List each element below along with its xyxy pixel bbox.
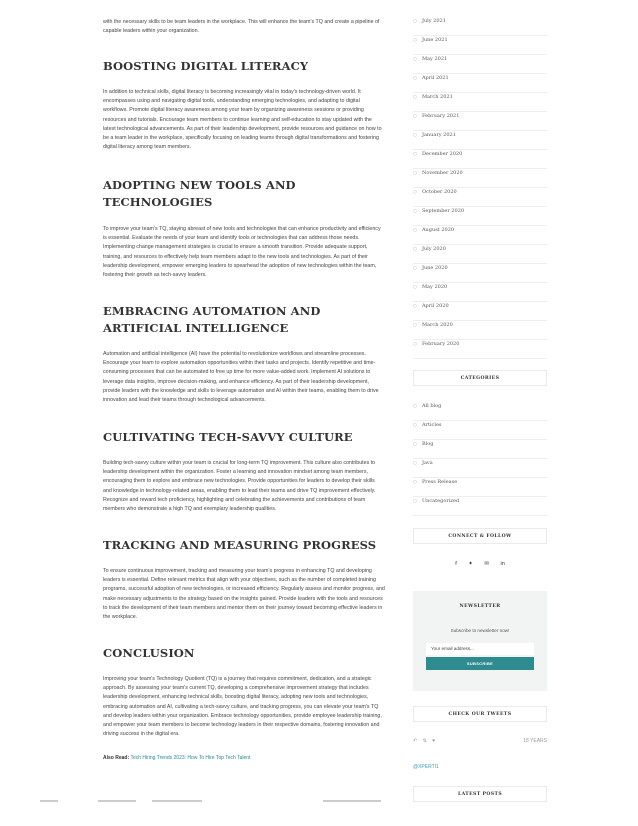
bullet-icon: ○ <box>413 323 417 328</box>
section-body-tracking-progress: To ensure continuous improvement, tracking and measuring your team's progress in enhancing TQ and developing leaders is essential. Define relevant metrics that align with your objectives, such as the number of completed training programs, successful adoption of new technologies, or increased efficiency. Regularly assess and monitor progress, and make necessary adjustments to the strategy based on the insights gained. Provide leaders with the tools and resources to track the development of their team members and mentor them on their journey toward becoming effective leaders in the workplace. <box>103 568 385 621</box>
newsletter-email-input[interactable]: Your email address... <box>426 643 534 655</box>
linkedin-icon[interactable]: in <box>500 561 505 567</box>
archive-link[interactable] <box>413 339 547 359</box>
archive-link-label: November 2020 <box>421 170 463 176</box>
email-icon[interactable]: ✉ <box>484 561 489 567</box>
read-also-link[interactable]: Tech Hiring Trends 2023: How To Hire Top Tech Talent <box>130 755 251 761</box>
subscribe-button[interactable]: SUBSCRIBE <box>426 657 534 670</box>
section-heading-tech-culture: CULTIVATING TECH-SAVVY CULTURE <box>103 430 353 444</box>
bullet-icon: ○ <box>413 404 417 409</box>
archive-link[interactable] <box>413 16 547 36</box>
archive-link-label: July 2020 <box>421 246 446 252</box>
archive-link[interactable] <box>413 111 547 131</box>
bullet-icon: ○ <box>413 114 417 119</box>
archive-link-label: October 2020 <box>421 189 457 195</box>
bullet-icon: ○ <box>413 57 417 62</box>
archive-link-label: June 2020 <box>421 265 448 271</box>
tweet-actions <box>413 738 547 744</box>
bullet-icon: ○ <box>413 190 417 195</box>
archive-link-label: July 2021 <box>421 18 446 24</box>
bullet-icon: ○ <box>413 228 417 233</box>
newsletter-title: NEWSLETTER <box>459 604 501 609</box>
bullet-icon: ○ <box>413 76 417 81</box>
bullet-icon: ○ <box>413 38 417 43</box>
heart-icon[interactable]: ♥ <box>432 738 436 744</box>
bullet-icon: ○ <box>413 171 417 176</box>
section-body-new-tools: To improve your team's TQ, staying abreast of new tools and technologies that can enhance productivity and efficiency is essential. Evaluate the needs of your team and identify tools or technologies that can address those needs. Implementing change management strategies is crucial to ensure a smooth transition. Provide adequate support, training, and resources to effectively help team members adapt to the new tools and technologies. As part of their leadership development, empower emerging leaders to spearhead the adoption of new technologies within the team, fostering their growth as tech-savvy leaders. <box>103 226 381 279</box>
section-heading-new-tools: ADOPTING NEW TOOLS AND TECHNOLOGIES <box>103 178 296 209</box>
bullet-icon: ○ <box>413 19 417 24</box>
bullet-icon: ○ <box>413 304 417 309</box>
latest-posts-widget-title: LATEST POSTS <box>413 786 547 802</box>
read-also <box>103 755 385 761</box>
footer-divider-bits <box>40 800 400 806</box>
archive-link[interactable] <box>413 263 547 283</box>
archive-link-label: March 2021 <box>421 94 453 100</box>
archive-link[interactable] <box>413 35 547 55</box>
archive-link[interactable] <box>413 130 547 150</box>
archive-link-label: April 2020 <box>421 303 449 309</box>
archive-link[interactable] <box>413 320 547 340</box>
category-link-label: Uncategorized <box>421 498 460 504</box>
bullet-icon: ○ <box>413 152 417 157</box>
archive-link[interactable] <box>413 54 547 74</box>
bullet-icon: ○ <box>413 461 417 466</box>
category-link[interactable] <box>413 458 547 478</box>
archive-link[interactable] <box>413 225 547 245</box>
category-link-label: Press Release <box>421 479 458 485</box>
category-link-label: Blog <box>421 441 434 447</box>
archive-link[interactable] <box>413 92 547 112</box>
archive-link-label: May 2021 <box>421 56 448 62</box>
archive-link[interactable] <box>413 73 547 93</box>
read-also-label: Also Read: <box>103 755 130 761</box>
bullet-icon: ○ <box>413 95 417 100</box>
bullet-icon: ○ <box>413 480 417 485</box>
twitter-handle[interactable]: @XPERTI1 <box>413 764 439 770</box>
bullet-icon: ○ <box>413 342 417 347</box>
archive-link-label: January 2021 <box>421 132 456 138</box>
archive-link[interactable] <box>413 206 547 226</box>
category-link-label: All blog <box>421 403 442 409</box>
archive-link-label: June 2021 <box>421 37 448 43</box>
archive-link-label: February 2020 <box>421 341 460 347</box>
tweet-time: 18 YEARS <box>523 738 547 744</box>
twitter-icon[interactable]: ✦ <box>468 561 473 567</box>
archive-link-label: December 2020 <box>421 151 463 157</box>
section-body-automation-ai: Automation and artificial intelligence (AI) have the potential to revolutionize workflows and streamline processes. Encourage your team to explore automation opportunities within their tasks and projects. Identify repetitive and time-consuming processes that can be automated to free up time for more value-added work. Implement AI solutions to leverage data insights, improve decision-making, and enhance efficiency. As part of their leadership development, provide leaders with the knowledge and skills to leverage automation and AI within their teams, enabling them to drive innovation and lead their teams through technological advancements. <box>103 351 379 404</box>
section-body-tech-culture: Building tech-savvy culture within your team is crucial for long-term TQ improvement. This culture also contributes to leadership development within the organization. Foster a learning and innovation mindset among team members, encouraging them to explore and embrace new technologies. Provide opportunities for leaders to develop their skills and knowledge in technology-related areas, enabling them to lead their teams and drive TQ improvement effectively. Recognize and reward tech proficiency, highlighting and celebrating the achievements and contributions of team members who demonstrate a high TQ and exemplary leadership qualities. <box>103 460 376 513</box>
section-heading-conclusion: CONCLUSION <box>103 646 195 660</box>
bullet-icon: ○ <box>413 266 417 271</box>
bullet-icon: ○ <box>413 247 417 252</box>
category-link[interactable] <box>413 401 547 421</box>
categories-widget-title: CATEGORIES <box>413 370 547 386</box>
archive-link-label: May 2020 <box>421 284 448 290</box>
social-icons <box>413 561 547 567</box>
newsletter-widget <box>413 591 547 691</box>
archive-link[interactable] <box>413 282 547 302</box>
tweets-widget-title: CHECK OUR TWEETS <box>413 706 547 722</box>
section-heading-digital-literacy: BOOSTING DIGITAL LITERACY <box>103 59 309 73</box>
archive-link[interactable] <box>413 149 547 169</box>
category-link[interactable] <box>413 477 547 497</box>
section-heading-automation-ai: EMBRACING AUTOMATION AND ARTIFICIAL INTELLIGENCE <box>103 304 321 335</box>
facebook-icon[interactable]: f <box>455 561 457 567</box>
category-link[interactable] <box>413 496 547 516</box>
section-body-digital-literacy: In addition to technical skills, digital literacy is becoming increasingly vital in today's technology-driven world. It encompasses using and navigating digital tools, understanding emerging technologies, and adapting to digital workflows. Promote digital literacy awareness among your team by organizing awareness sessions or providing resources and tutorials. Encourage team members to continue learning and self-education to stay updated with the latest technological advancements. As part of their leadership development, provide resources and guidance on how to be a team leader in the workplace, specifically focusing on leading teams through digital transformations and fostering digital literacy among team members. <box>103 89 382 151</box>
bullet-icon: ○ <box>413 499 417 504</box>
retweet-icon[interactable]: ⇅ <box>422 738 427 744</box>
archive-link[interactable] <box>413 244 547 264</box>
connect-widget-title: CONNECT & FOLLOW <box>413 528 547 544</box>
archive-link[interactable] <box>413 168 547 188</box>
bullet-icon: ○ <box>413 423 417 428</box>
intro-paragraph: with the necessary skills to be team leaders in the workplace. This will enhance the team's TQ and create a pipeline of capable leaders within your organization. <box>103 19 380 35</box>
archive-link-label: August 2020 <box>421 227 455 233</box>
archive-link-label: March 2020 <box>421 322 453 328</box>
category-link[interactable] <box>413 420 547 440</box>
bullet-icon: ○ <box>413 133 417 138</box>
archive-link[interactable] <box>413 187 547 207</box>
archive-link-label: April 2021 <box>421 75 449 81</box>
section-body-conclusion: Improving your team's Technology Quotient (TQ) is a journey that requires commitment, dedication, and a strategic approach. By assessing your team's current TQ, developing a comprehensive improvement strategy that includes leadership development, enhancing technical skills, boosting digital literacy, adopting new tools and technologies, embracing automation and AI, cultivating a tech-savvy culture, and tracking progress, you can elevate your team's TQ and develop leaders within your organization. Embrace technology opportunities, provide employee leadership training, and empower your team members to become technology leaders in their respective domains, fostering innovation and driving success in the digital era. <box>103 676 382 738</box>
archive-link[interactable] <box>413 301 547 321</box>
bullet-icon: ○ <box>413 285 417 290</box>
category-link[interactable] <box>413 439 547 459</box>
category-link-label: Java <box>421 460 433 466</box>
category-link-label: Articles <box>421 422 442 428</box>
newsletter-subtitle: Subscribe to newsletter now! <box>450 628 510 633</box>
reply-icon[interactable]: ↶ <box>413 738 418 744</box>
bullet-icon: ○ <box>413 442 417 447</box>
archive-link-label: February 2021 <box>421 113 460 119</box>
bullet-icon: ○ <box>413 209 417 214</box>
archive-link-label: September 2020 <box>421 208 465 214</box>
section-heading-tracking-progress: TRACKING AND MEASURING PROGRESS <box>103 538 377 552</box>
